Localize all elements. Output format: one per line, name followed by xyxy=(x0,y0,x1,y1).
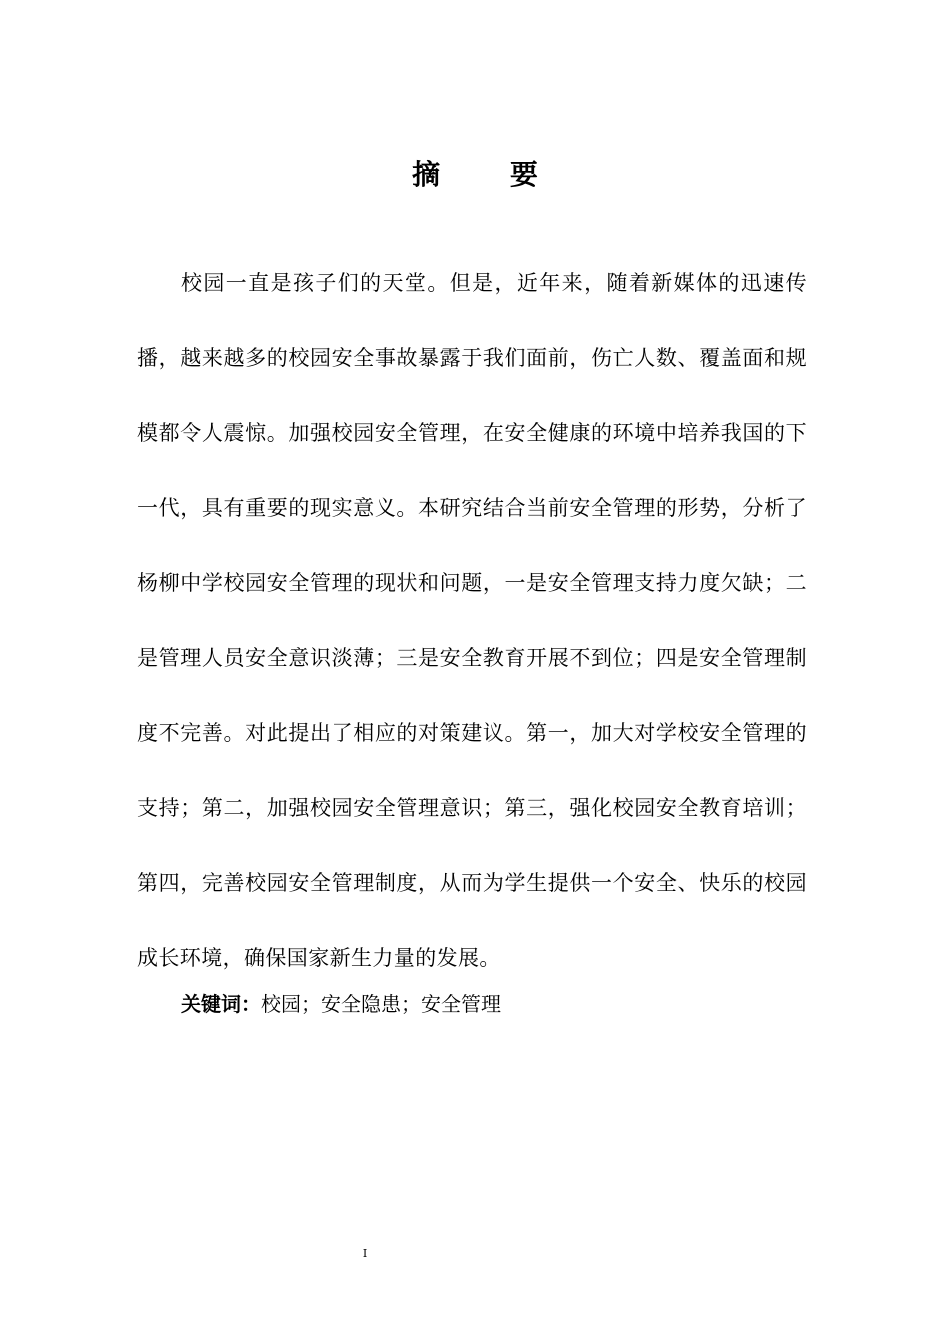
keywords-line xyxy=(181,982,801,1026)
keywords-label: 关键词： xyxy=(181,992,261,1016)
page-number: I xyxy=(362,1247,368,1260)
keywords-text: 校园；安全隐患；安全管理 xyxy=(261,992,501,1016)
abstract-title: 摘 要 xyxy=(412,158,568,191)
abstract-body: 校园一直是孩子们的天堂。但是，近年来，随着新媒体的迅速传播，越来越多的校园安全事故暴露于我们面前，伤亡人数、覆盖面和规模都令人震惊。加强校园安全管理，在安全健康的环境中培养我国的下一代，具有重要的现实意义。本研究结合当前安全管理的形势，分析了杨柳中学校园安全管理的现状和问题，一是安全管理支持力度欠缺；二是管理人员安全意识淡薄；三是安全教育开展不到位；四是安全管理制度不完善。对此提出了相应的对策建议。第一，加大对学校安全管理的支持；第二，加强校园安全管理意识；第三，强化校园安全教育培训；第四，完善校园安全管理制度，从而为学生提供一个安全、快乐的校园成长环境，确保国家新生力量的发展。 xyxy=(137,271,807,970)
